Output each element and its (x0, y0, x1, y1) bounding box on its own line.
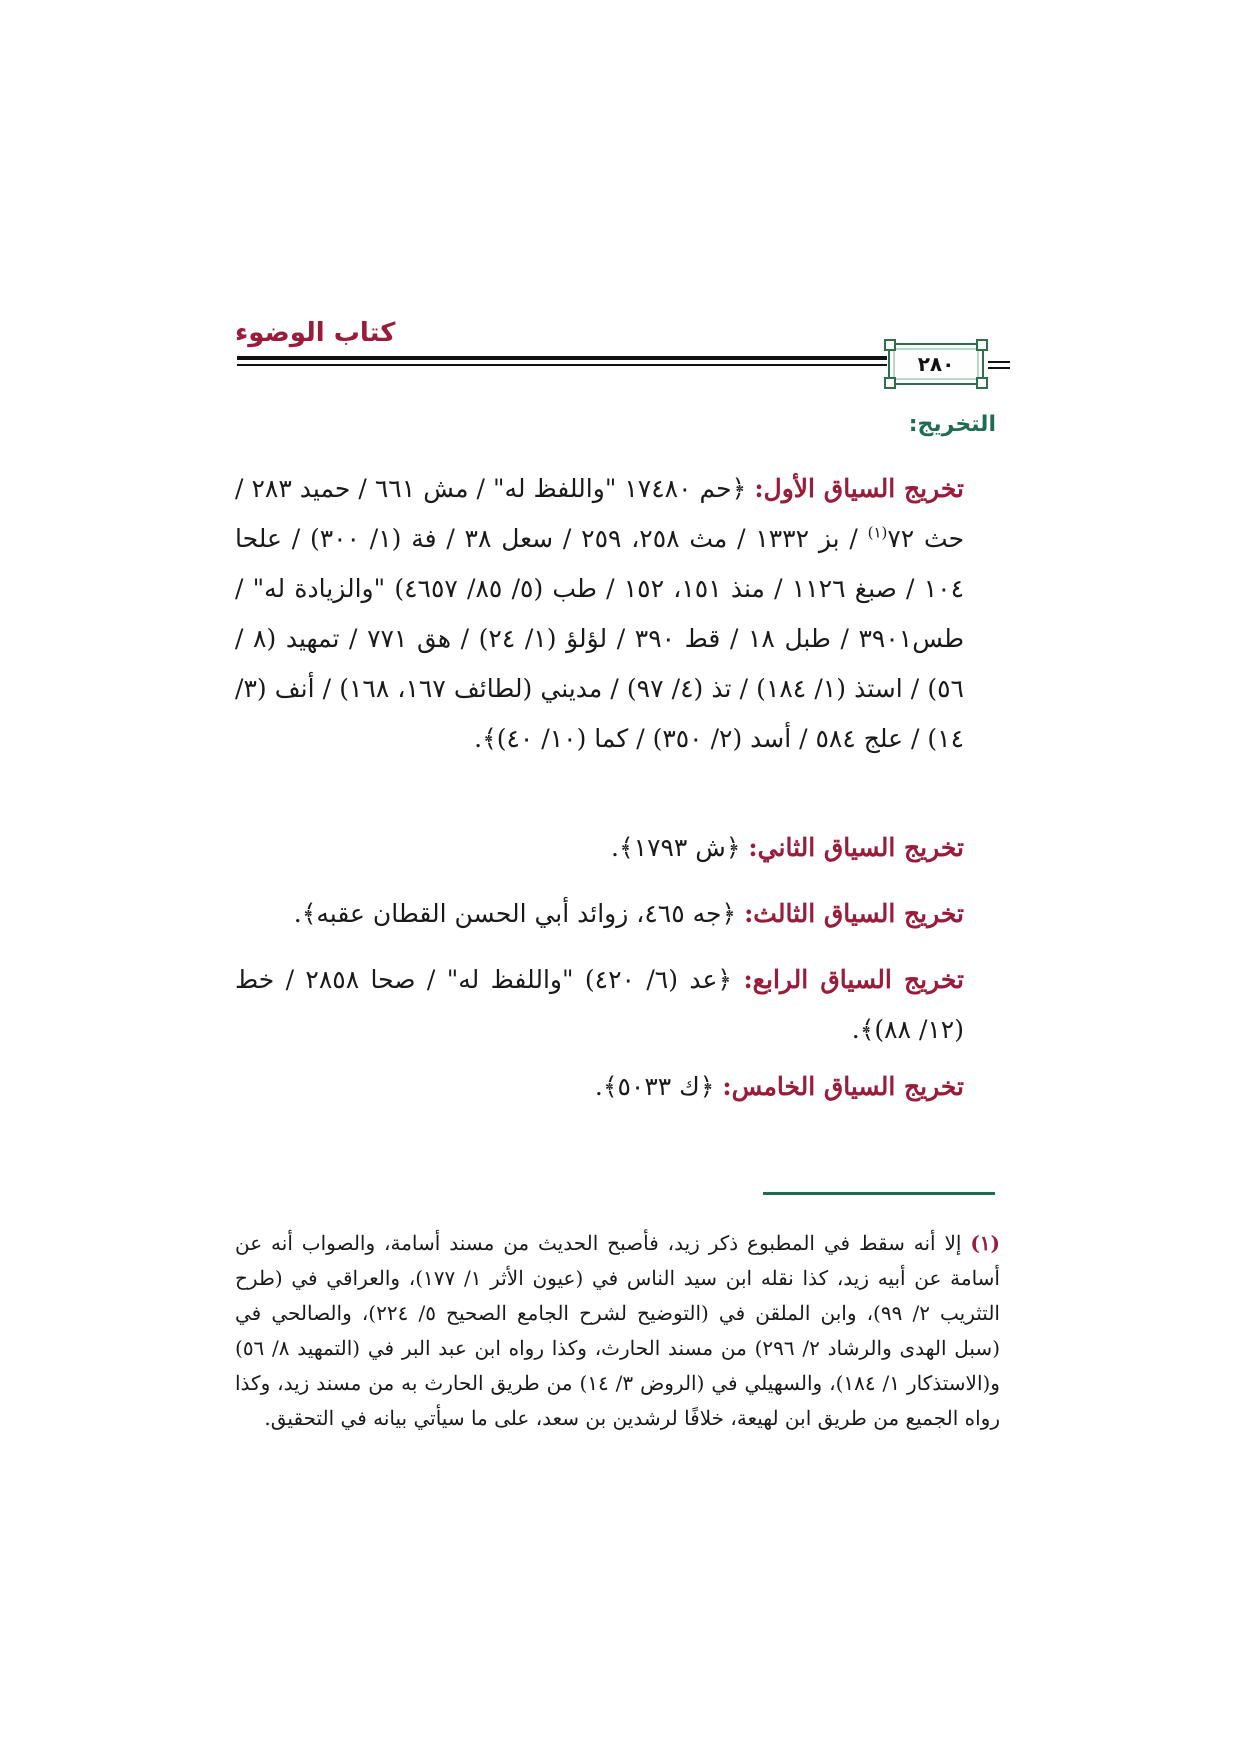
footnote-text: إلا أنه سقط في المطبوع ذكر زيد، فأصبح الحديث من مسند أسامة، والصواب أنه عن أسامة عن أبيه زيد، كذا نقله ابن سيد الناس في (عيون الأثر ١/ ١٧٧)، والعراقي في (طرح التثريب ٢/ ٩٩)، وابن الملقن في (التوضيح لشرح الجامع الصحيح ٥/ ٢٢٤)، والصالحي في (سبل الهدى والرشاد ٢/ ٢٩٦) من مسند الحارث، وكذا رواه ابن عبد البر في (التمهيد ٨/ ٥٦) و(الاستذكار ١/ ١٨٤)، والسهيلي في (الروض ٣/ ١٤) من طريق الحارث به من مسند زيد، وكذا رواه الجميع من طريق ابن لهيعة، خلافًا لرشدين بن سعد، على ما سيأتي بيانه في التحقيق. (235, 1231, 1000, 1430)
paragraph-text: / بز ١٣٣٢ / مث ٢٥٨، ٢٥٩ / سعل ٣٨ / فة (١/ ٣٠٠) / علحا ١٠٤ / صبغ ١١٢٦ / منذ ١٥١، ١٥٢ / طب (٥/ ٨٥/ ٤٦٥٧) "والزيادة له" / طس٣٩٠١ / طبل ١٨ / قط ٣٩٠ / لؤلؤ (١/ ٢٤) / هق ٧٧١ / تمهيد (٨ / ٥٦) / استذ (١/ ١٨٤) / تذ (٤/ ٩٧) / مديني (لطائف ١٦٧، ١٦٨) / أنف (٣/ ١٤) / علج ٥٨٤ / أسد (٢/ ٣٥٠) / كما (١٠/ ٤٠)﴾. (235, 524, 965, 753)
takhrij-paragraph-4 (235, 955, 1000, 1055)
badge-corner-ornament (884, 339, 896, 351)
paragraph-text: ﴿ش ١٧٩٣﴾. (611, 833, 749, 862)
paragraph-label: تخريج السياق الرابع: (743, 965, 964, 994)
takhrij-paragraph-5 (235, 1062, 1000, 1112)
badge-corner-ornament (976, 339, 988, 351)
paragraph-text: ﴿جه ٤٦٥، زوائد أبي الحسن القطان عقبه﴾. (293, 899, 745, 928)
section-heading: التخريج: (908, 412, 996, 437)
page-number-badge (888, 343, 984, 385)
footnote-marker[interactable]: (١) (867, 523, 888, 542)
running-header-title: كتاب الوضوء (235, 318, 396, 348)
page-number: ٢٨٠ (917, 352, 955, 376)
header-rule-right-thick (988, 361, 1010, 363)
badge-corner-ornament (976, 377, 988, 389)
footnote-separator (763, 1192, 995, 1195)
footnote (235, 1226, 1000, 1436)
takhrij-paragraph-2 (235, 823, 1000, 873)
header-rule-thick (237, 356, 887, 360)
paragraph-label: تخريج السياق الثالث: (744, 899, 964, 928)
paragraph-label: تخريج السياق الثاني: (748, 833, 964, 862)
paragraph-text: ﴿عد (٦/ ٤٢٠) "واللفظ له" / صحا ٢٨٥٨ / خط (١٢/ ٨٨)﴾. (235, 965, 964, 1044)
paragraph-text: ﴿حم ١٧٤٨٠ "واللفظ له" / مش ٦٦١ / حميد ٢٨٣ / حث ٧٢ (235, 474, 965, 553)
footnote-number: (١) (970, 1231, 1000, 1255)
paragraph-label: تخريج السياق الأول: (754, 474, 964, 503)
header-rule-thin (237, 364, 887, 366)
header-rule-right-thin (988, 367, 1010, 369)
paragraph-label: تخريج السياق الخامس: (722, 1072, 964, 1101)
takhrij-paragraph-1 (235, 464, 1000, 764)
badge-corner-ornament (884, 377, 896, 389)
paragraph-text: ﴿ك ٥٠٣٣﴾. (594, 1072, 723, 1101)
takhrij-paragraph-3 (235, 889, 1000, 939)
